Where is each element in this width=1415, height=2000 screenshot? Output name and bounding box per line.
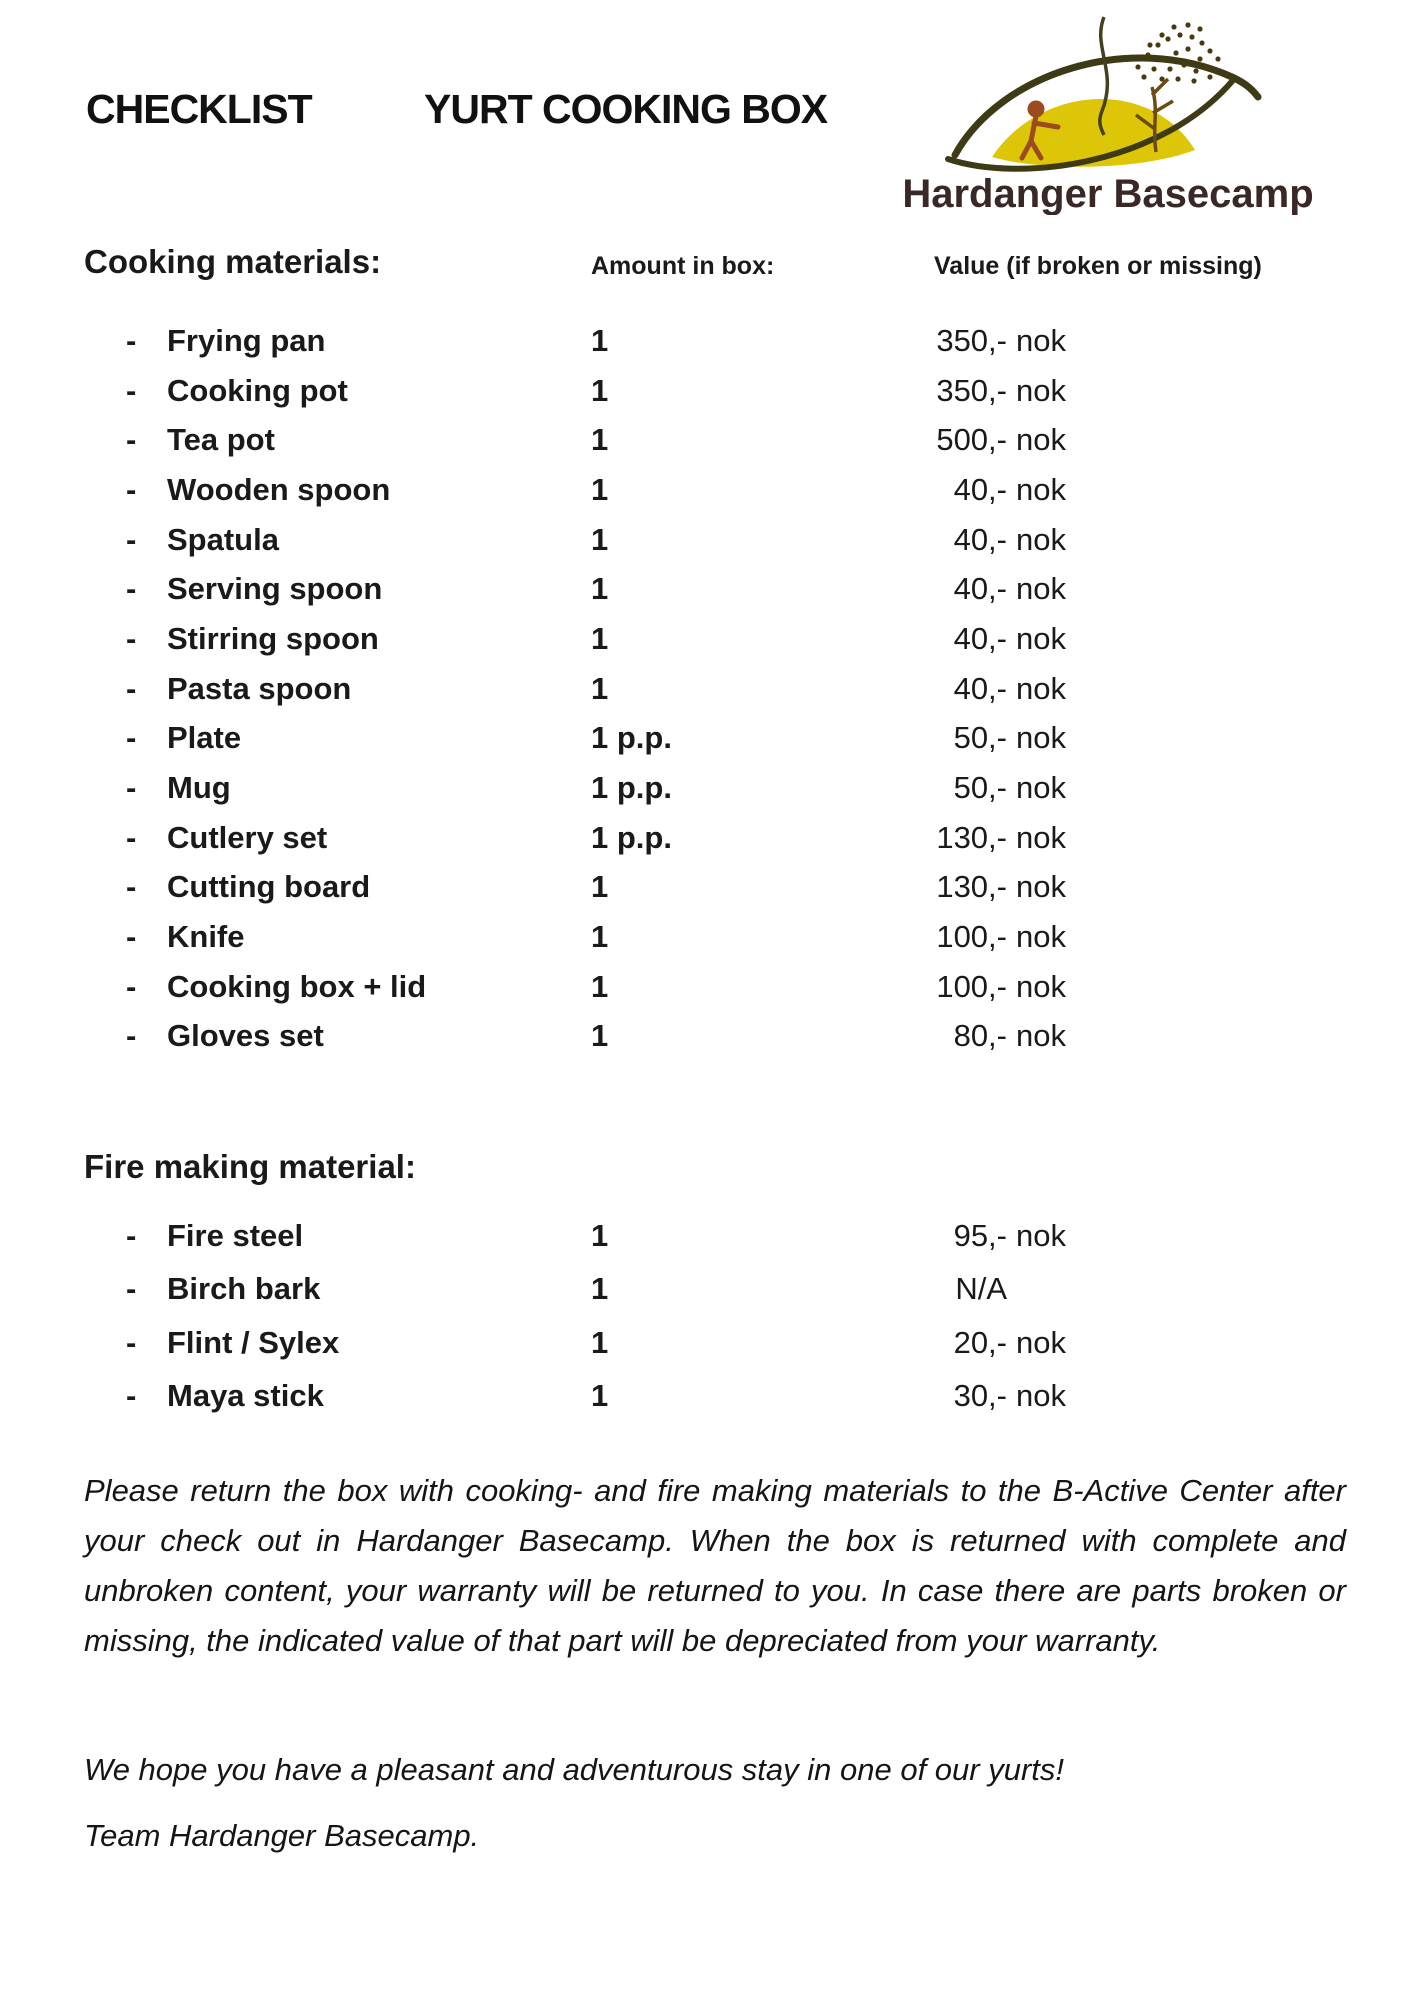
item-value: 20,-: [953, 1324, 1007, 1360]
item-value: 30,-: [953, 1378, 1007, 1414]
item-amount: 1: [591, 1217, 609, 1253]
item-name: Tea pot: [167, 422, 275, 458]
table-row: [0, 1012, 1415, 1062]
item-amount: 1 p.p.: [591, 819, 672, 855]
item-dash-marker: -: [126, 869, 137, 905]
item-amount: 1: [591, 919, 609, 955]
table-row: [0, 515, 1415, 565]
table-row: [0, 1316, 1415, 1370]
item-name: Pasta spoon: [167, 670, 352, 706]
table-row: [0, 763, 1415, 813]
table-row: [0, 415, 1415, 465]
basecamp-logo-image: [900, 15, 1312, 215]
item-value: 40,-: [953, 620, 1007, 656]
item-value: 40,-: [953, 521, 1007, 557]
item-value: 80,-: [953, 1018, 1007, 1054]
item-dash-marker: -: [126, 620, 137, 656]
item-value: 40,-: [953, 670, 1007, 706]
item-name: Mug: [167, 770, 231, 806]
table-row: [0, 1209, 1415, 1263]
item-dash-marker: -: [126, 521, 137, 557]
item-dash-marker: -: [126, 1271, 137, 1307]
item-amount: 1 p.p.: [591, 770, 672, 806]
item-name: Birch bark: [167, 1271, 321, 1307]
amount-column-header: Amount in box:: [591, 252, 775, 280]
item-value-unit: nok: [1016, 869, 1066, 905]
item-value: N/A: [955, 1271, 1007, 1307]
item-dash-marker: -: [126, 720, 137, 756]
table-row: [0, 366, 1415, 416]
item-value: 350,-: [936, 372, 1007, 408]
table-row: [0, 614, 1415, 664]
item-dash-marker: -: [126, 919, 137, 955]
item-value-unit: nok: [1016, 620, 1066, 656]
item-amount: 1 p.p.: [591, 720, 672, 756]
item-dash-marker: -: [126, 422, 137, 458]
item-amount: 1: [591, 1324, 609, 1360]
table-row: [0, 316, 1415, 366]
item-amount: 1: [591, 670, 609, 706]
table-row: [0, 714, 1415, 764]
item-value-unit: nok: [1016, 919, 1066, 955]
item-value: 130,-: [936, 819, 1007, 855]
item-amount: 1: [591, 1271, 609, 1307]
item-value-unit: nok: [1016, 521, 1066, 557]
item-name: Wooden spoon: [167, 471, 391, 507]
table-row: [0, 1370, 1415, 1424]
item-name: Serving spoon: [167, 571, 383, 607]
item-dash-marker: -: [126, 322, 137, 358]
item-value-unit: nok: [1016, 571, 1066, 607]
item-value: 95,-: [953, 1217, 1007, 1253]
item-name: Maya stick: [167, 1378, 324, 1414]
cooking-section-header: Cooking materials:: [84, 243, 382, 280]
item-value: 100,-: [936, 919, 1007, 955]
item-amount: 1: [591, 521, 609, 557]
logo-text: Hardanger Basecamp: [902, 172, 1312, 215]
item-dash-marker: -: [126, 1217, 137, 1253]
item-name: Cutlery set: [167, 819, 328, 855]
item-value: 40,-: [953, 571, 1007, 607]
item-amount: 1: [591, 571, 609, 607]
item-name: Gloves set: [167, 1018, 324, 1054]
item-value-unit: nok: [1016, 720, 1066, 756]
item-amount: 1: [591, 1378, 609, 1414]
item-dash-marker: -: [126, 571, 137, 607]
item-dash-marker: -: [126, 1378, 137, 1414]
item-dash-marker: -: [126, 968, 137, 1004]
signature-paragraph: Team Hardanger Basecamp.: [84, 1818, 480, 1853]
table-row: [0, 564, 1415, 614]
item-value: 40,-: [953, 471, 1007, 507]
item-amount: 1: [591, 422, 609, 458]
item-name: Cooking pot: [167, 372, 348, 408]
item-amount: 1: [591, 471, 609, 507]
table-row: [0, 1263, 1415, 1317]
item-amount: 1: [591, 372, 609, 408]
item-name: Frying pan: [167, 322, 326, 358]
item-dash-marker: -: [126, 819, 137, 855]
basecamp-logo: [900, 15, 1312, 215]
item-value-unit: nok: [1016, 670, 1066, 706]
item-value: 100,-: [936, 968, 1007, 1004]
fire-section-header: Fire making material:: [84, 1148, 416, 1185]
item-value-unit: nok: [1016, 1018, 1066, 1054]
table-row: [0, 863, 1415, 913]
item-value-unit: nok: [1016, 968, 1066, 1004]
item-name: Plate: [167, 720, 242, 756]
item-value: 350,-: [936, 322, 1007, 358]
item-name: Flint / Sylex: [167, 1324, 340, 1360]
pleasant-stay-paragraph: We hope you have a pleasant and adventurous stay in one of our yurts!: [84, 1752, 1065, 1787]
item-dash-marker: -: [126, 1018, 137, 1054]
item-amount: 1: [591, 869, 609, 905]
fire-items-list: [0, 1209, 1415, 1423]
table-row: [0, 465, 1415, 515]
item-amount: 1: [591, 1018, 609, 1054]
table-row: [0, 962, 1415, 1012]
item-value: 50,-: [953, 770, 1007, 806]
item-amount: 1: [591, 968, 609, 1004]
item-value-unit: nok: [1016, 819, 1066, 855]
item-name: Stirring spoon: [167, 620, 379, 656]
item-value-unit: nok: [1016, 1217, 1066, 1253]
item-dash-marker: -: [126, 1324, 137, 1360]
item-value-unit: nok: [1016, 770, 1066, 806]
item-value-unit: nok: [1016, 372, 1066, 408]
item-dash-marker: -: [126, 372, 137, 408]
item-dash-marker: -: [126, 670, 137, 706]
return-instructions-paragraph: Please return the box with cooking- and fire making materials to the B-Active Center after your check out in Hardanger Basecamp. When the box is returned with complete and unbroken content, your warranty will be returned to you. In case there are parts broken or missing, the indicated value of that part will be depreciated from your warranty.: [84, 1473, 1346, 1658]
item-value-unit: nok: [1016, 1324, 1066, 1360]
item-dash-marker: -: [126, 471, 137, 507]
item-value: 50,-: [953, 720, 1007, 756]
item-name: Fire steel: [167, 1217, 304, 1253]
item-name: Cutting board: [167, 869, 371, 905]
table-row: [0, 664, 1415, 714]
item-value-unit: nok: [1016, 471, 1066, 507]
page-title: CHECKLIST: [86, 86, 312, 132]
cooking-items-list: [0, 316, 1415, 1061]
item-value: 130,-: [936, 869, 1007, 905]
table-row: [0, 813, 1415, 863]
table-row: [0, 912, 1415, 962]
item-name: Spatula: [167, 521, 279, 557]
value-column-header: Value (if broken or missing): [934, 252, 1262, 280]
item-value-unit: nok: [1016, 422, 1066, 458]
item-name: Cooking box + lid: [167, 968, 427, 1004]
item-name: Knife: [167, 919, 245, 955]
item-amount: 1: [591, 620, 609, 656]
item-value: 500,-: [936, 422, 1007, 458]
item-value-unit: nok: [1016, 1378, 1066, 1414]
page-subtitle: YURT COOKING BOX: [424, 86, 828, 132]
item-dash-marker: -: [126, 770, 137, 806]
item-amount: 1: [591, 322, 609, 358]
item-value-unit: nok: [1016, 322, 1066, 358]
